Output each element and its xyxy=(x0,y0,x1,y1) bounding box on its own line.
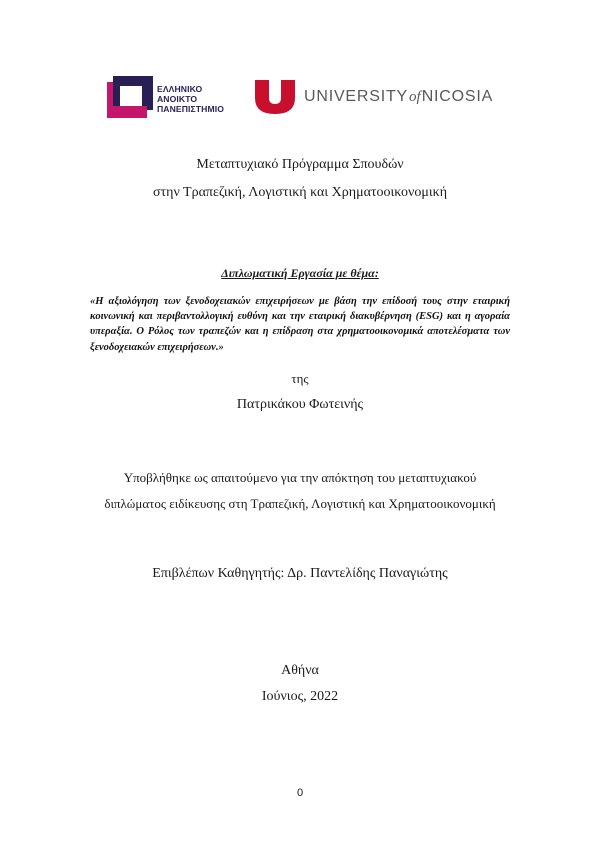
unic-word-university: UNIVERSITY xyxy=(304,88,409,105)
program-line-2: στην Τραπεζική, Λογιστική και Χρηματοοικονομική xyxy=(152,185,448,200)
unic-word-nicosia: NICOSIA xyxy=(421,88,494,105)
hou-wordmark xyxy=(157,84,224,114)
submission-line-1: Υποβλήθηκε ως απαιτούμενο για την απόκτηση του μεταπτυχιακού xyxy=(123,470,477,485)
hou-line-2: ΑΝΟΙΚΤΟ xyxy=(157,94,198,104)
submission-line-2: διπλώματος ειδίκευσης στη Τραπεζική, Λογιστική και Χρηματοοικονομική xyxy=(104,496,496,511)
date: Ιούνιος, 2022 xyxy=(261,689,339,704)
author-preposition: της xyxy=(291,371,309,386)
program-line-1: Μεταπτυχιακό Πρόγραμμα Σπουδών xyxy=(196,157,404,172)
thesis-heading: Διπλωματική Εργασία με θέμα: xyxy=(221,266,379,280)
page-number: 0 xyxy=(296,787,304,799)
supervisor: Επιβλέπων Καθηγητής: Δρ. Παντελίδης Παναγιώτης xyxy=(152,566,448,581)
unic-word-of: of xyxy=(409,89,421,105)
hou-emblem-icon xyxy=(107,76,153,118)
place: Αθήνα xyxy=(281,663,319,678)
hou-line-3: ΠΑΝΕΠΙΣΤΗΜΙΟ xyxy=(157,104,224,114)
hou-logo xyxy=(107,76,242,118)
author-name: Πατρικάκου Φωτεινής xyxy=(236,397,364,412)
hou-line-1: ΕΛΛΗΝΙΚΟ xyxy=(157,84,203,94)
unic-shield-icon xyxy=(255,78,295,116)
unic-wordmark xyxy=(304,88,493,106)
unic-logo xyxy=(255,78,525,118)
thesis-title: «Η αξιολόγηση των ξενοδοχειακών επιχειρήσεων με βάση την επίδοσή τους στην εταιρική κοινωνική και περιβαντολλογική ευθύνη και την εταιρική διακυβέρνηση (ESG) και η αγοραία υπεραξία. Ο Ρόλος των τραπεζών και η επίδραση στα χρηματοοικονομικά αποτελέσματα των ξενοδοχειακών επιχειρήσεων.» xyxy=(90,296,510,353)
